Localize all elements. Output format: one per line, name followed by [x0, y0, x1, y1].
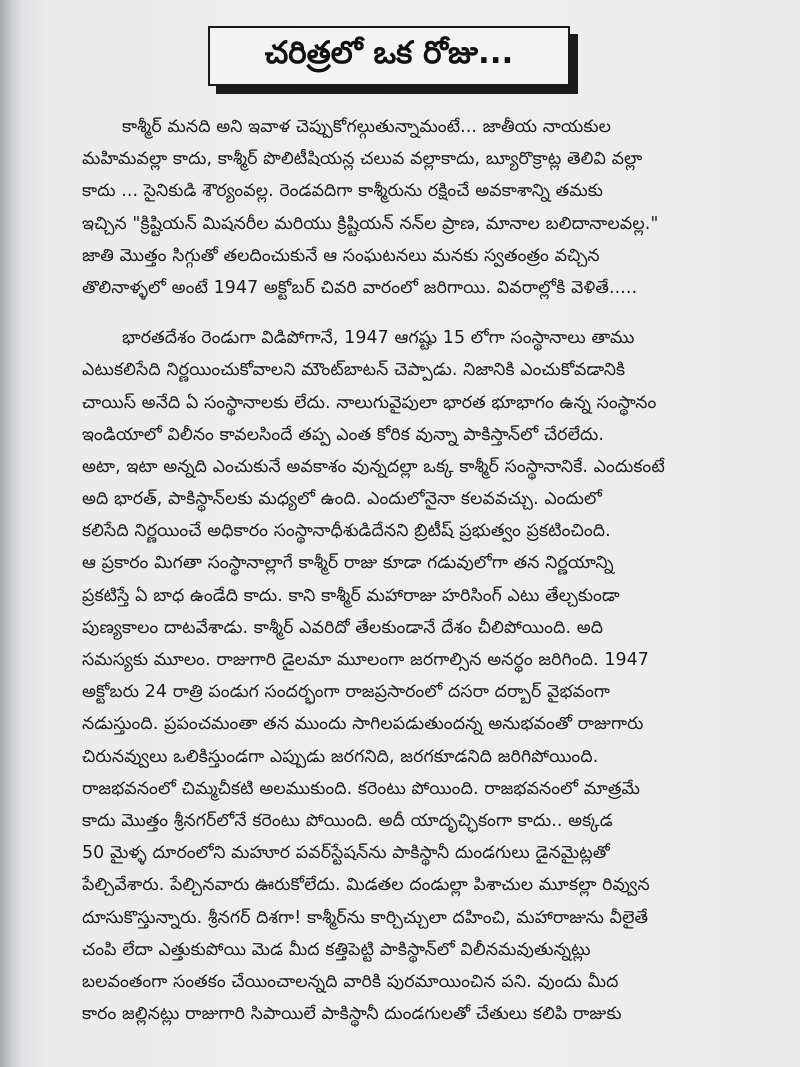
text-line: చిరునవ్వులు ఒలికిస్తుండగా ఎప్పుడు జరగనిది, జరగకూడనిది జరిగిపోయింది.: [82, 746, 599, 767]
paragraph-2: [82, 322, 788, 1030]
text-line: కాదు ... సైనికుడి శౌర్యంవల్ల. రెండవదిగా కాశ్మీరును రక్షించే అవకాశాన్ని తమకు: [82, 181, 603, 202]
text-line: కారం జల్లినట్లు రాజుగారి సిపాయిలే పాకిస్థానీ దుండగులతో చేతులు కలిపి రాజుకు: [82, 1004, 622, 1025]
body-text: [82, 111, 788, 1048]
text-line: సమస్యకు మూలం. రాజుగారి డైలమా మూలంగా జరగాల్సిన అనర్థం జరిగింది. 1947: [82, 650, 649, 670]
text-line: కాదు మొత్తం శ్రీనగర్‌లోనే కరెంటు పోయింది. అదీ యాదృచ్ఛికంగా కాదు.. అక్కడ: [82, 810, 613, 831]
text-line: దూసుకొస్తున్నారు. శ్రీనగర్ దిశగా! కాశ్మీర్‌ను కార్చిచ్చులా దహించి, మహారాజును వీలైతే: [82, 907, 649, 928]
text-line: జాతి మొత్తం సిగ్గుతో తలదించుకునే ఆ సంఘటనలు మనకు స్వతంత్రం వచ్చిన: [82, 245, 600, 266]
text-line: ఎటుకలిసేది నిర్ణయించుకోవాలని మౌంట్‌బాటన్ చెప్పాడు. నిజానికి ఎంచుకోవడానికి: [82, 360, 626, 381]
text-line: పేల్చివేశారు. పేల్చినవారు ఊరుకోలేదు. మిడతల దండుల్లా పిశాచుల మూకల్లా రివ్వున: [82, 875, 650, 896]
text-line: ఇచ్చిన "క్రిష్టియన్ మిషనరీల మరియు క్రిష్టియన్ నన్‌ల ప్రాణ, మానాల బలిదానాలవల్ల.": [82, 213, 659, 234]
chapter-title-box: [208, 26, 570, 86]
book-spine-shadow: [0, 0, 22, 1067]
text-line: ఆ ప్రకారం మిగతా సంస్థానాల్లాగే కాశ్మీర్ రాజు కూడా గడువులోగా తన నిర్ణయాన్ని: [82, 553, 614, 574]
text-line: నడుస్తుంది. ప్రపంచమంతా తన ముందు సాగిలపడుతుందన్న అనుభవంతో రాజుగారు: [82, 714, 644, 735]
text-line: ప్రకటిస్తే ఏ బాధ ఉండేది కాదు. కాని కాశ్మీర్ మహారాజు హరిసింగ్ ఎటు తేల్చకుండా: [82, 585, 620, 606]
text-line: అక్టోబరు 24 రాత్రి పండుగ సందర్భంగా రాజప్రసారంలో దసరా దర్బార్ వైభవంగా: [82, 682, 611, 703]
text-line: బలవంతంగా సంతకం చేయించాలన్నది వారికి పురమాయించిన పని. వుందు మీద: [82, 971, 619, 992]
text-line: పుణ్యకాలం దాటవేశాడు. కాశ్మీర్ ఎవరిదో తేలకుండానే దేశం చీలిపోయింది. అది: [82, 617, 604, 638]
text-line: రాజభవనంలో చిమ్మచీకటి అలముకుంది. కరెంటు పోయింది. రాజభవనంలో మాత్రమే: [82, 778, 641, 799]
text-line: కలిసేది నిర్ణయించే అధికారం సంస్థానాధీశుడిదేనని బ్రిటీష్ ప్రభుత్వం ప్రకటించింది.: [82, 521, 611, 542]
text-line: అది భారత్, పాకిస్థాన్‌లకు మధ్యలో ఉంది. ఎందులోనైనా కలవవచ్చు. ఎందులో: [82, 489, 602, 510]
paragraph-1: [82, 111, 788, 304]
text-line: 50 మైళ్ళ దూరంలోని మహూర పవర్‌స్టేషన్‌ను పాకిస్థానీ దుండగులు డైనమైట్లతో: [82, 843, 610, 864]
text-line: అటా, ఇటా అన్నది ఎంచుకునే అవకాశం వున్నదల్లా ఒక్క కాశ్మీర్ సంస్థానానికే. ఎందుకంటే: [82, 456, 665, 477]
text-line: చాయిస్ అనేది ఏ సంస్థానాలకు లేదు. నాలుగువైపులా భారత భూభాగం ఉన్న సంస్థానం: [82, 392, 657, 413]
text-line: తొలినాళ్ళలో అంటే 1947 అక్టోబర్ చివరి వారంలో జరిగాయి. వివరాల్లోకి వెళితే.....: [82, 277, 638, 298]
text-line: ఇండియాలో విలీనం కావలసిందే తప్ప ఎంత కోరిక వున్నా పాకిస్తాన్‌లో చేరలేదు.: [82, 424, 605, 445]
text-line: మహిమవల్లా కాదు, కాశ్మీర్ పొలిటీషియన్ల చలువ వల్లాకాదు, బ్యూరొక్రాట్ల తెలివి వల్లా: [82, 149, 643, 170]
text-line: కాశ్మీర్ మనది అని ఇవాళ చెప్పుకోగల్గుతున్నామంటే... జాతీయ నాయకుల: [122, 117, 612, 137]
text-line: చంపి లేదా ఎత్తుకుపోయి మెడ మీద కత్తిపెట్టి పాకిస్థాన్‌లో విలీనమవుతున్నట్లు: [82, 939, 591, 960]
text-line: భారతదేశం రెండుగా విడిపోగానే, 1947 ఆగష్టు 15 లోగా సంస్థానాలు తాము: [122, 328, 635, 349]
chapter-title: చరిత్రలో ఒక రోజు...: [264, 34, 514, 71]
